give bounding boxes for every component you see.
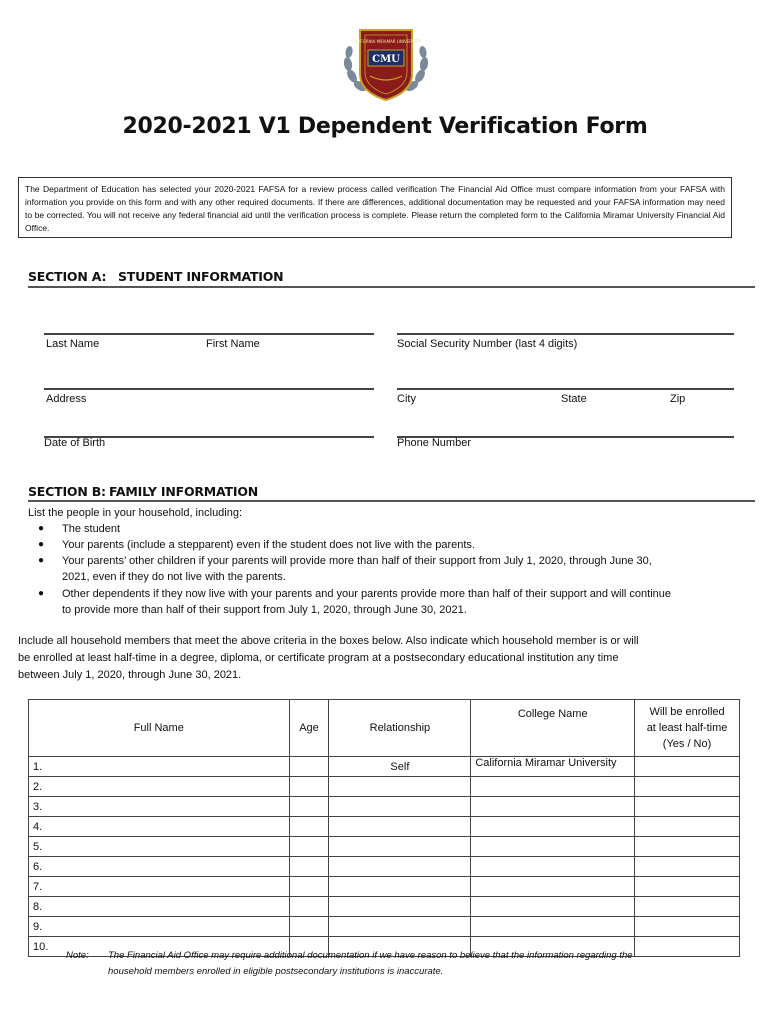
- age-cell[interactable]: [289, 757, 329, 777]
- relationship-cell[interactable]: [329, 917, 471, 937]
- ssn-input-line[interactable]: [397, 333, 734, 335]
- college-cell[interactable]: California Miramar University: [471, 757, 635, 777]
- logo-main-text: CMU: [372, 54, 400, 65]
- relationship-cell[interactable]: [329, 837, 471, 857]
- college-cell[interactable]: [471, 897, 635, 917]
- college-cell[interactable]: [471, 857, 635, 877]
- last-name-label: Last Name: [46, 338, 100, 350]
- relationship-cell[interactable]: [329, 877, 471, 897]
- address-input-line[interactable]: [44, 388, 374, 390]
- member-number-cell[interactable]: 9.: [29, 917, 290, 937]
- bullet-other-children-cont: 2021, even if they do not live with the parents.: [62, 571, 286, 583]
- relationship-cell[interactable]: [329, 857, 471, 877]
- section-a-title: STUDENT INFORMATION: [118, 269, 284, 284]
- table-row: [29, 797, 740, 817]
- instructions-line-1: Include all household members that meet the above criteria in the boxes below. Also indicate which household member is or will: [18, 635, 639, 647]
- note-label: Note:: [66, 950, 89, 961]
- city-label: City: [397, 393, 416, 405]
- university-seal-logo: [340, 26, 432, 104]
- section-a-rule: [28, 286, 755, 288]
- age-cell[interactable]: [289, 897, 329, 917]
- logo-top-text: CALIFORNIA MIRAMAR UNIVERSITY: [351, 39, 421, 44]
- table-row: [29, 897, 740, 917]
- dob-label: Date of Birth: [44, 437, 106, 449]
- intro-box: The Department of Education has selected your 2020-2021 FAFSA for a review process called verification The Financial Aid Office must compare information from your FAFSA with information you provide on this form and with any other required documents. If there are differences, additional documentation may be requested and your FAFSA information may need to be corrected. You will not receive any federal financial aid until the verification process is complete. Please return the completed form to the California Miramar University Financial Aid Office.: [18, 177, 732, 238]
- member-number-cell[interactable]: 10.: [29, 937, 290, 957]
- header-enrolled-line-1: Will be enrolled: [649, 706, 725, 718]
- table-row: [29, 817, 740, 837]
- name-input-line[interactable]: [44, 333, 374, 335]
- college-cell[interactable]: [471, 777, 635, 797]
- section-a-label: SECTION A:: [28, 269, 107, 284]
- college-cell[interactable]: [471, 797, 635, 817]
- table-header-row: [29, 700, 740, 757]
- member-number-cell[interactable]: 6.: [29, 857, 290, 877]
- enrolled-cell[interactable]: [635, 837, 740, 857]
- enrolled-cell[interactable]: [635, 817, 740, 837]
- header-enrolled-line-3: (Yes / No): [662, 738, 712, 750]
- age-cell[interactable]: [289, 797, 329, 817]
- member-number-cell[interactable]: 1.: [29, 757, 290, 777]
- relationship-cell[interactable]: [329, 897, 471, 917]
- table-row: [29, 777, 740, 797]
- member-number-cell[interactable]: 5.: [29, 837, 290, 857]
- age-cell[interactable]: [289, 917, 329, 937]
- bullet-icon: ●: [38, 555, 45, 566]
- first-name-label: First Name: [206, 338, 260, 350]
- member-number-cell[interactable]: 4.: [29, 817, 290, 837]
- table-row: [29, 757, 740, 777]
- household-table: [28, 699, 740, 957]
- bullet-other-dependents: Other dependents if they now live with your parents and your parents provide more than half of their support and will continue: [62, 588, 672, 600]
- age-cell[interactable]: [289, 857, 329, 877]
- section-b-rule: [28, 500, 755, 502]
- section-b-title: FAMILY INFORMATION: [109, 484, 259, 499]
- bullet-student: The student: [62, 523, 121, 535]
- enrolled-cell[interactable]: [635, 937, 740, 957]
- relationship-cell[interactable]: [329, 777, 471, 797]
- table-row: [29, 857, 740, 877]
- enrolled-cell[interactable]: [635, 777, 740, 797]
- college-cell[interactable]: [471, 817, 635, 837]
- member-number-cell[interactable]: 2.: [29, 777, 290, 797]
- table-row: [29, 837, 740, 857]
- instructions-line-2: be enrolled at least half-time in a degree, diploma, or certificate program at a postsecondary educational institution any time: [18, 652, 619, 664]
- relationship-cell[interactable]: Self: [329, 757, 471, 777]
- ssn-label: Social Security Number (last 4 digits): [397, 338, 578, 350]
- college-cell[interactable]: [471, 837, 635, 857]
- family-intro: List the people in your household, including:: [28, 507, 243, 519]
- note-line-1: The Financial Aid Office may require additional documentation if we have reason to believe that the information regarding the: [108, 950, 633, 961]
- enrolled-cell[interactable]: [635, 897, 740, 917]
- bullet-parents: Your parents (include a stepparent) even if the student does not live with the parents.: [62, 539, 475, 551]
- bullet-icon: ●: [38, 588, 45, 599]
- header-relationship: Relationship: [329, 700, 471, 757]
- enrolled-cell[interactable]: [635, 857, 740, 877]
- header-enrolled: [635, 700, 740, 757]
- header-enrolled-line-2: at least half-time: [646, 722, 728, 734]
- enrolled-cell[interactable]: [635, 877, 740, 897]
- age-cell[interactable]: [289, 817, 329, 837]
- header-age: Age: [289, 700, 329, 757]
- relationship-cell[interactable]: [329, 817, 471, 837]
- header-full-name: Full Name: [29, 700, 290, 757]
- state-label: State: [561, 393, 587, 405]
- age-cell[interactable]: [289, 777, 329, 797]
- age-cell[interactable]: [289, 837, 329, 857]
- address-label: Address: [46, 393, 87, 405]
- enrolled-cell[interactable]: [635, 917, 740, 937]
- enrolled-cell[interactable]: [635, 757, 740, 777]
- member-number-cell[interactable]: 7.: [29, 877, 290, 897]
- form-title: 2020-2021 V1 Dependent Verification Form: [122, 114, 648, 139]
- note-line-2: household members enrolled in eligible postsecondary institutions is inaccurate.: [108, 966, 444, 977]
- city-state-zip-input-line[interactable]: [397, 388, 734, 390]
- relationship-cell[interactable]: [329, 797, 471, 817]
- college-cell[interactable]: [471, 877, 635, 897]
- zip-label: Zip: [670, 393, 686, 405]
- table-row: [29, 877, 740, 897]
- phone-label: Phone Number: [397, 437, 471, 449]
- bullet-other-children: Your parents’ other children if your parents will provide more than half of their support from July 1, 2020, through June 30,: [62, 555, 652, 567]
- bullet-icon: ●: [38, 539, 45, 550]
- bullet-icon: ●: [38, 523, 45, 534]
- member-number-cell[interactable]: 3.: [29, 797, 290, 817]
- college-cell[interactable]: [471, 917, 635, 937]
- age-cell[interactable]: [289, 877, 329, 897]
- section-b-label: SECTION B:: [28, 484, 106, 499]
- instructions-line-3: between July 1, 2020, through June 30, 2021.: [18, 669, 242, 681]
- table-row: [29, 917, 740, 937]
- enrolled-cell[interactable]: [635, 797, 740, 817]
- bullet-other-dependents-cont: to provide more than half of their support from July 1, 2020, through June 30, 2021.: [62, 604, 467, 616]
- member-number-cell[interactable]: 8.: [29, 897, 290, 917]
- header-college: College Name: [471, 700, 635, 757]
